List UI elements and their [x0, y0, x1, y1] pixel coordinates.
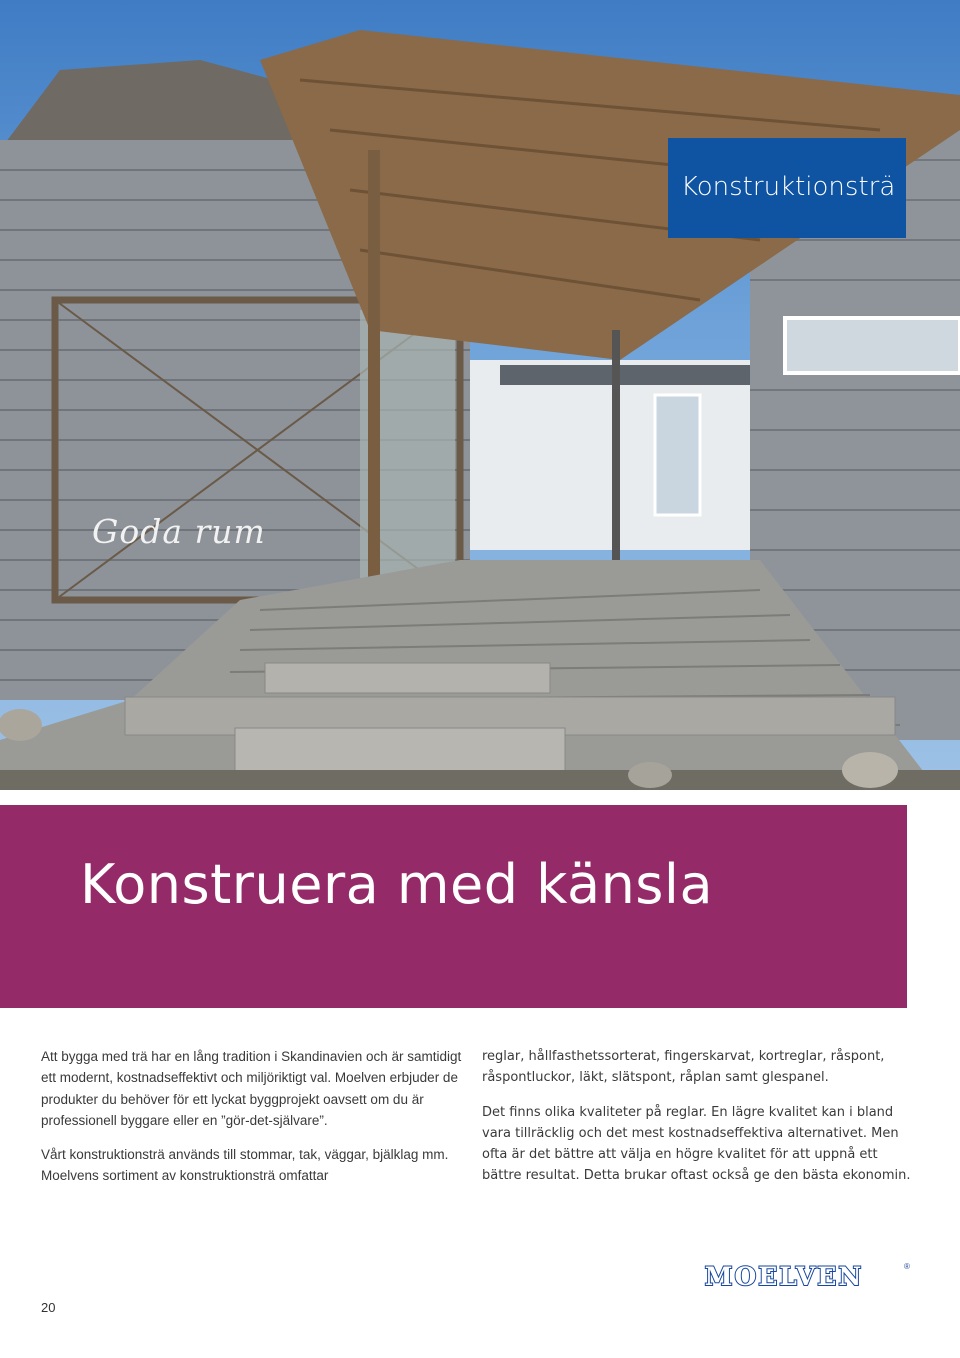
paragraph: Det finns olika kvaliteter på reglar. En lägre kvalitet kan i bland vara tillräcklig och det mest kostnadseffektiva alternativet. Men ofta är det bättre att välja en högre kvalitet för att uppnå ett bättre resultat. Detta brukar oftast också ge den bästa ekonomin. [482, 1104, 911, 1184]
page-number: 20 [41, 1300, 56, 1315]
paragraph: Vårt konstruktionsträ används till stommar, tak, väggar, bjälklag mm. Moelvens sortiment av konstruktionsträ omfattar [41, 1147, 449, 1184]
registered-mark: ® [904, 1262, 910, 1271]
photo-caption: Goda rum [92, 512, 266, 551]
paragraph: reglar, hållfasthetssorterat, fingerskarvat, kortreglar, råspont, råspontluckor, läkt, slätspont, råplan samt glespanel. [482, 1049, 885, 1086]
moelven-logo: MOELVEN [704, 1262, 864, 1291]
paragraph: Att bygga med trä har en lång tradition i Skandinavien och är samtidigt ett modernt, kostnadseffektivt och miljöriktigt val. Moelven erbjuder de produkter du behöver för ett lyckat byggprojekt oavsett om du är professionell byggare eller en ”gör-det-självare”. [41, 1049, 462, 1128]
body-column-left [41, 1046, 466, 1200]
page-title: Konstruera med känsla [80, 853, 714, 916]
body-column-right [482, 1046, 912, 1200]
category-tag: Konstruktionsträ [681, 172, 896, 202]
